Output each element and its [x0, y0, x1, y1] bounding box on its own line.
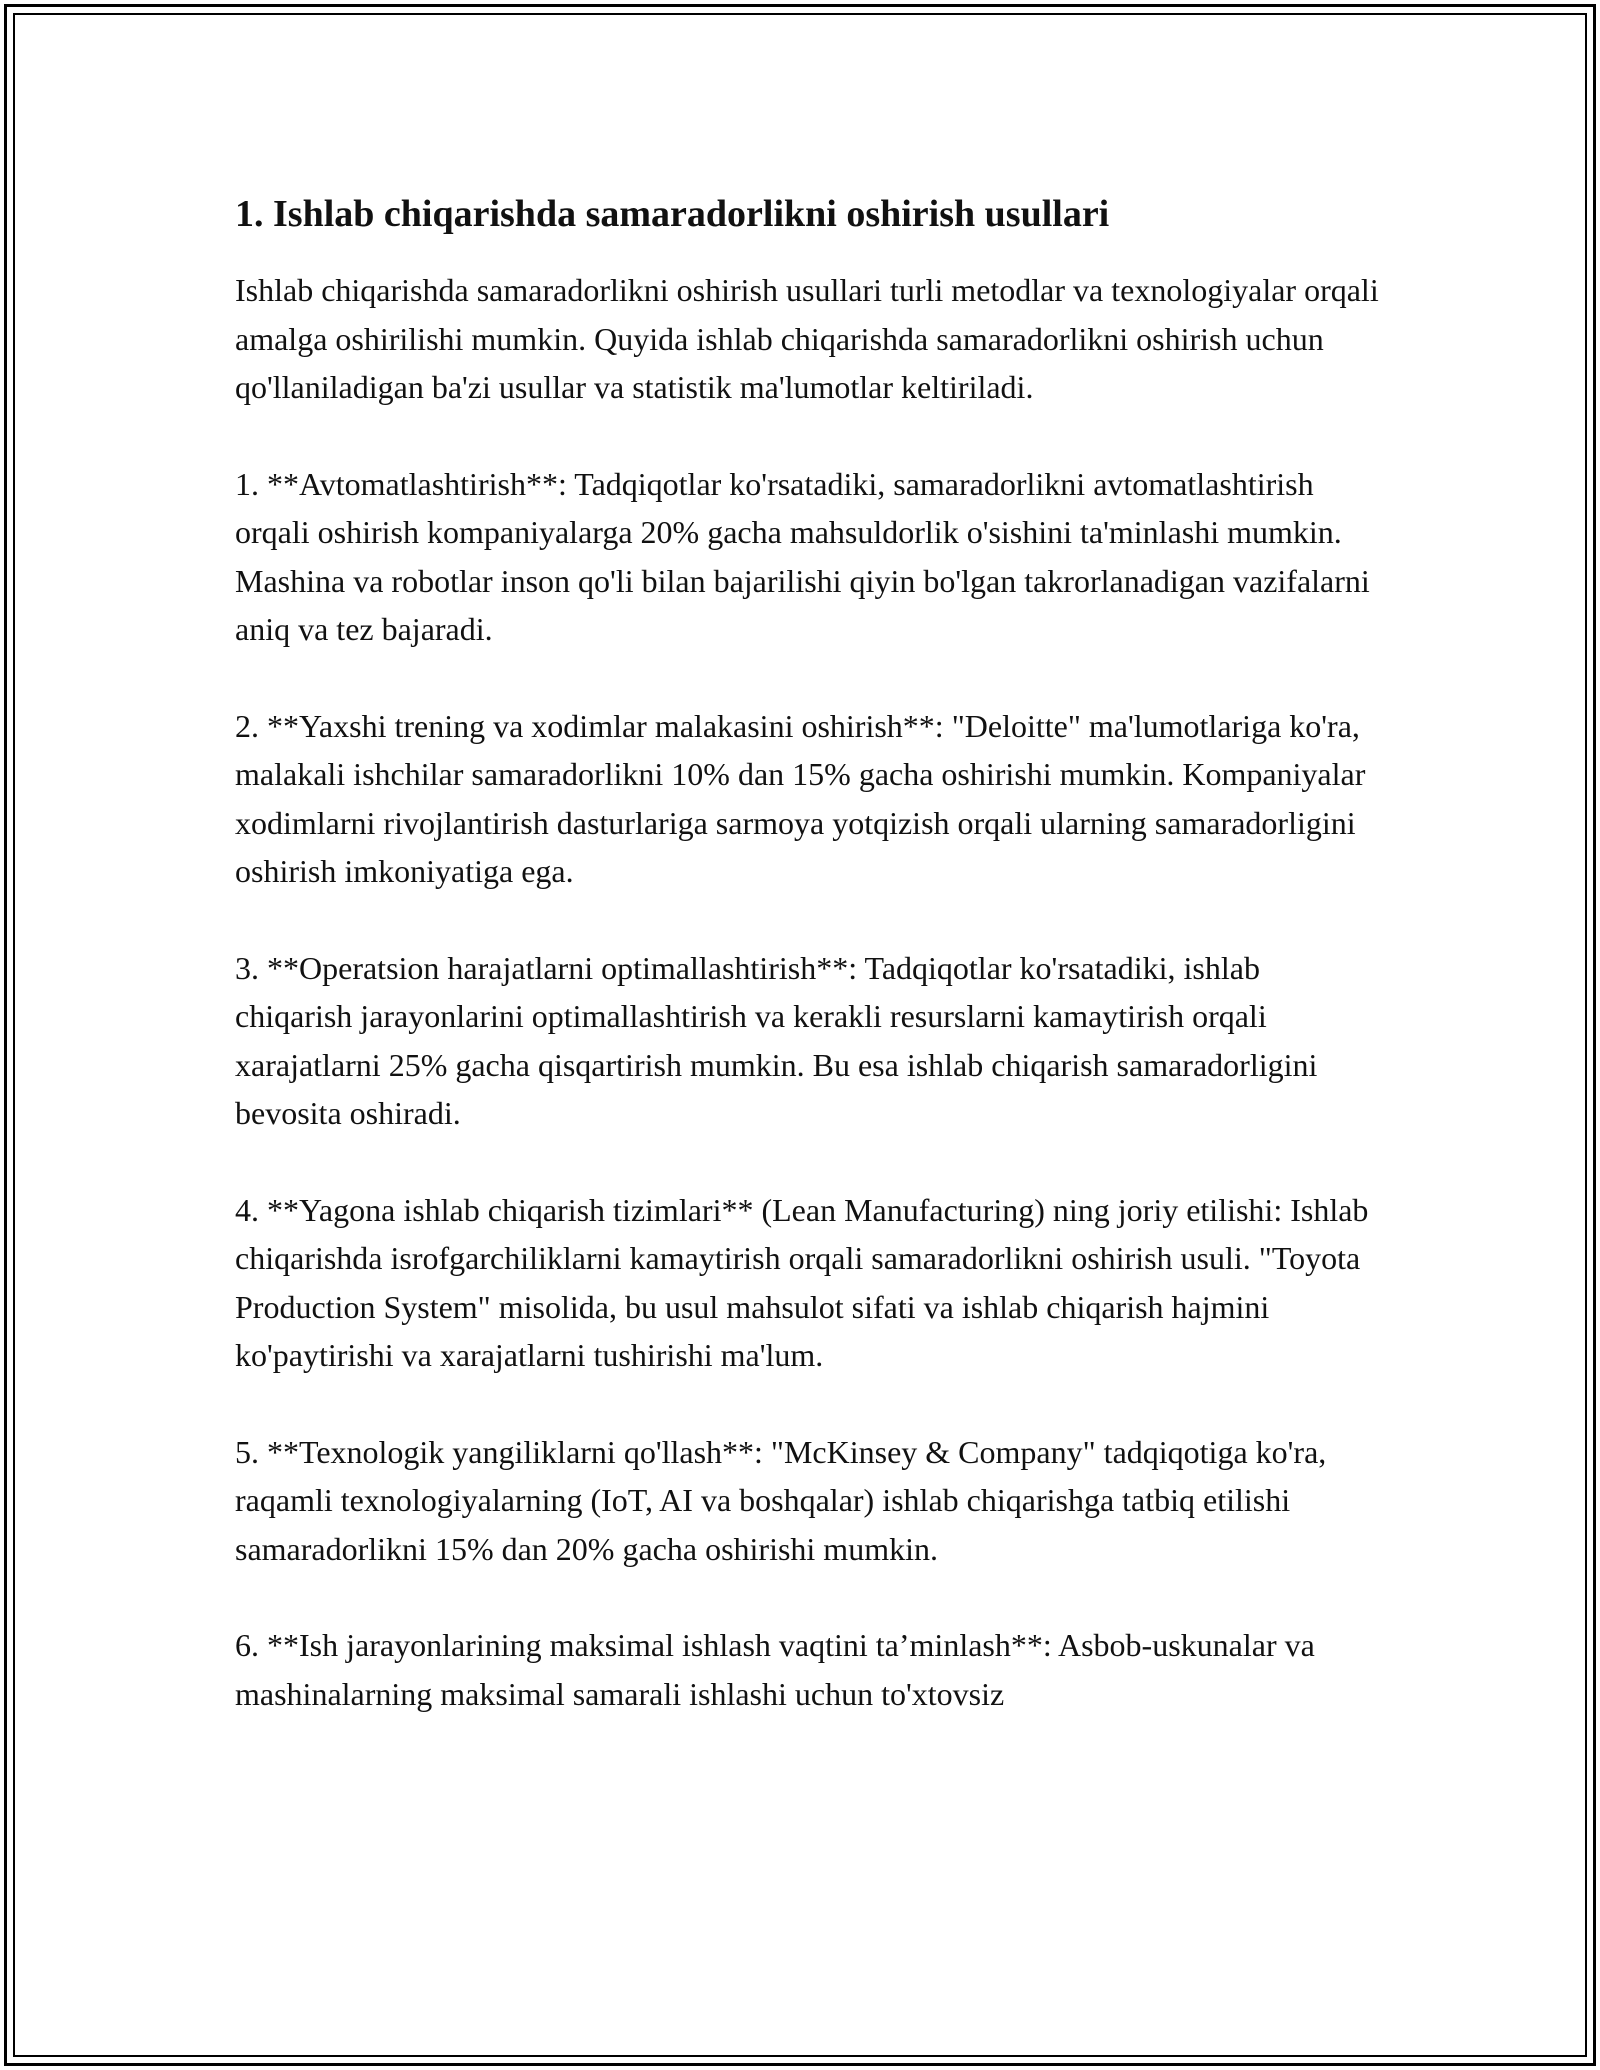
list-item-cost-optimization: 3. **Operatsion harajatlarni optimallashtirish**: Tadqiqotlar ko'rsatadiki, ishlab chiqarish jarayonlarini optimallashtirish va kerakli resurslarni kamaytirish orqali xarajatlarni 25% gacha qisqartirish mumkin. Bu esa ishlab chiqarish samaradorligini bevosita oshiradi.: [235, 949, 1318, 1131]
intro-paragraph: Ishlab chiqarishda samaradorlikni oshirish usullari turli metodlar va texnologiyalar orqali amalga oshirilishi mumkin. Quyida ishlab chiqarishda samaradorlikni oshirish uchun qo'llaniladigan ba'zi usullar va statistik ma'lumotlar keltiriladi.: [235, 272, 1379, 405]
list-item-uptime: 6. **Ish jarayonlarining maksimal ishlash vaqtini ta’minlash**: Asbob-uskunalar va mashinalarning maksimal samarali ishlashi uchun to'xtovsiz: [235, 1627, 1315, 1712]
list-item-lean-manufacturing: 4. **Yagona ishlab chiqarish tizimlari** (Lean Manufacturing) ning joriy etilishi: Ishlab chiqarishda isrofgarchiliklarni kamaytirish orqali samaradorlikni oshirish usuli. "Toyota Production System" misolida, bu usul mahsulot sifati va ishlab chiqarish hajmini ko'paytirishi va xarajatlarni tushirishi ma'lum.: [235, 1191, 1369, 1373]
section-heading: 1. Ishlab chiqarishda samaradorlikni oshirish usullari: [235, 193, 1110, 235]
document-body: [235, 190, 1385, 1766]
list-item-automation: 1. **Avtomatlashtirish**: Tadqiqotlar ko'rsatadiki, samaradorlikni avtomatlashtirish orqali oshirish kompaniyalarga 20% gacha mahsuldorlik o'sishini ta'minlashi mumkin. Mashina va robotlar inson qo'li bilan bajarilishi qiyin bo'lgan takrorlanadigan vazifalarni aniq va tez bajaradi.: [235, 465, 1370, 647]
list-item-training: 2. **Yaxshi trening va xodimlar malakasini oshirish**: "Deloitte" ma'lumotlariga ko'ra, malakali ishchilar samaradorlikni 10% dan 15% gacha oshirishi mumkin. Kompaniyalar xodimlarni rivojlantirish dasturlariga sarmoya yotqizish orqali ularning samaradorligini oshirish imkoniyatiga ega.: [235, 707, 1366, 889]
list-item-technology: 5. **Texnologik yangiliklarni qo'llash**: "McKinsey & Company" tadqiqotiga ko'ra, raqamli texnologiyalarning (IoT, AI va boshqalar) ishlab chiqarishga tatbiq etilishi samaradorlikni 15% dan 20% gacha oshirishi mumkin.: [235, 1433, 1327, 1567]
